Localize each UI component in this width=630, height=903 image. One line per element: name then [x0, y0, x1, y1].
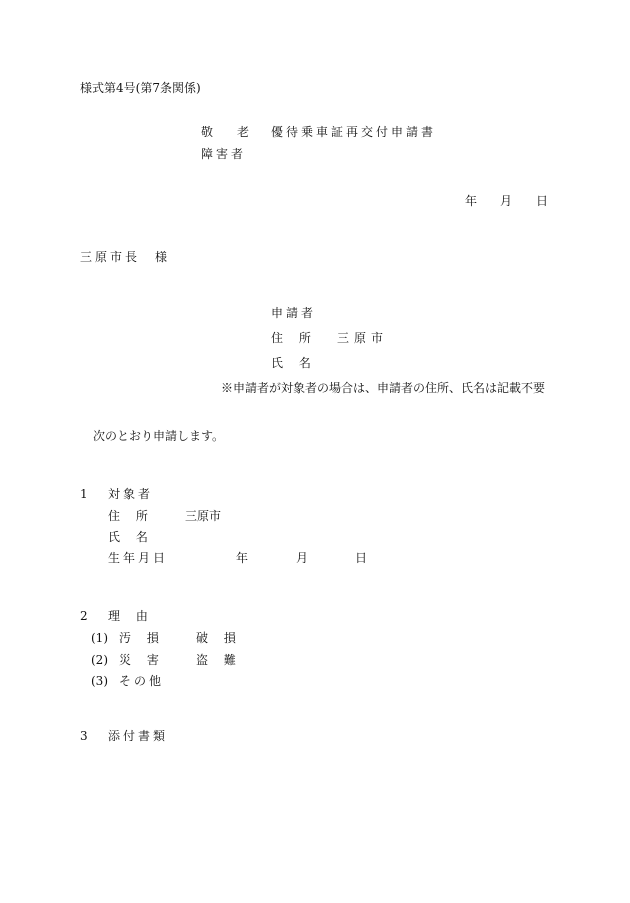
reason-3-option-a: その他: [119, 674, 165, 688]
applicant-note: ※申請者が対象者の場合は、申請者の住所、氏名は記載不要: [221, 381, 546, 395]
title-main: 優待乗車証再交付申請書: [271, 125, 437, 139]
form-label: 様式第4号(第7条関係): [80, 81, 201, 95]
section1-birth-label: 生年月日: [108, 551, 169, 565]
section2-number: 2: [80, 609, 88, 623]
reason-3-number: (3): [91, 674, 108, 688]
section1-birth-month: 月: [296, 551, 309, 565]
section1-address-value: 三原市: [185, 509, 222, 523]
section1-name-label: 氏 名: [108, 530, 148, 544]
addressee: 三原市長 様: [80, 250, 171, 264]
title-category-disabled: 障害者: [201, 147, 247, 161]
section1-birth-day: 日: [355, 551, 368, 565]
section1-birth-year: 年: [236, 551, 249, 565]
reason-1-option-a: 汚 損: [119, 631, 159, 645]
section1-title: 対象者: [108, 487, 154, 501]
section1-address-label: 住 所: [108, 509, 148, 523]
date-month-label: 月: [500, 194, 513, 208]
title-category-elderly: 敬 老: [201, 125, 250, 139]
applicant-name-label: 氏 名: [271, 356, 311, 370]
section3-number: 3: [80, 729, 88, 743]
reason-1-number: (1): [91, 631, 108, 645]
section1-number: 1: [80, 487, 88, 501]
reason-2-number: (2): [91, 653, 108, 667]
reason-2-option-b: 盗 難: [196, 653, 236, 667]
intro-text: 次のとおり申請します。: [93, 429, 225, 443]
reason-2-option-a: 災 害: [119, 653, 159, 667]
date-day-label: 日: [536, 194, 549, 208]
applicant-address-label: 住 所: [271, 331, 311, 345]
applicant-address-value: 三原市: [337, 331, 389, 345]
section3-title: 添付書類: [108, 729, 169, 743]
section2-title: 理 由: [108, 609, 148, 623]
applicant-heading: 申請者: [271, 306, 317, 320]
date-year-label: 年: [465, 194, 478, 208]
reason-1-option-b: 破 損: [196, 631, 236, 645]
